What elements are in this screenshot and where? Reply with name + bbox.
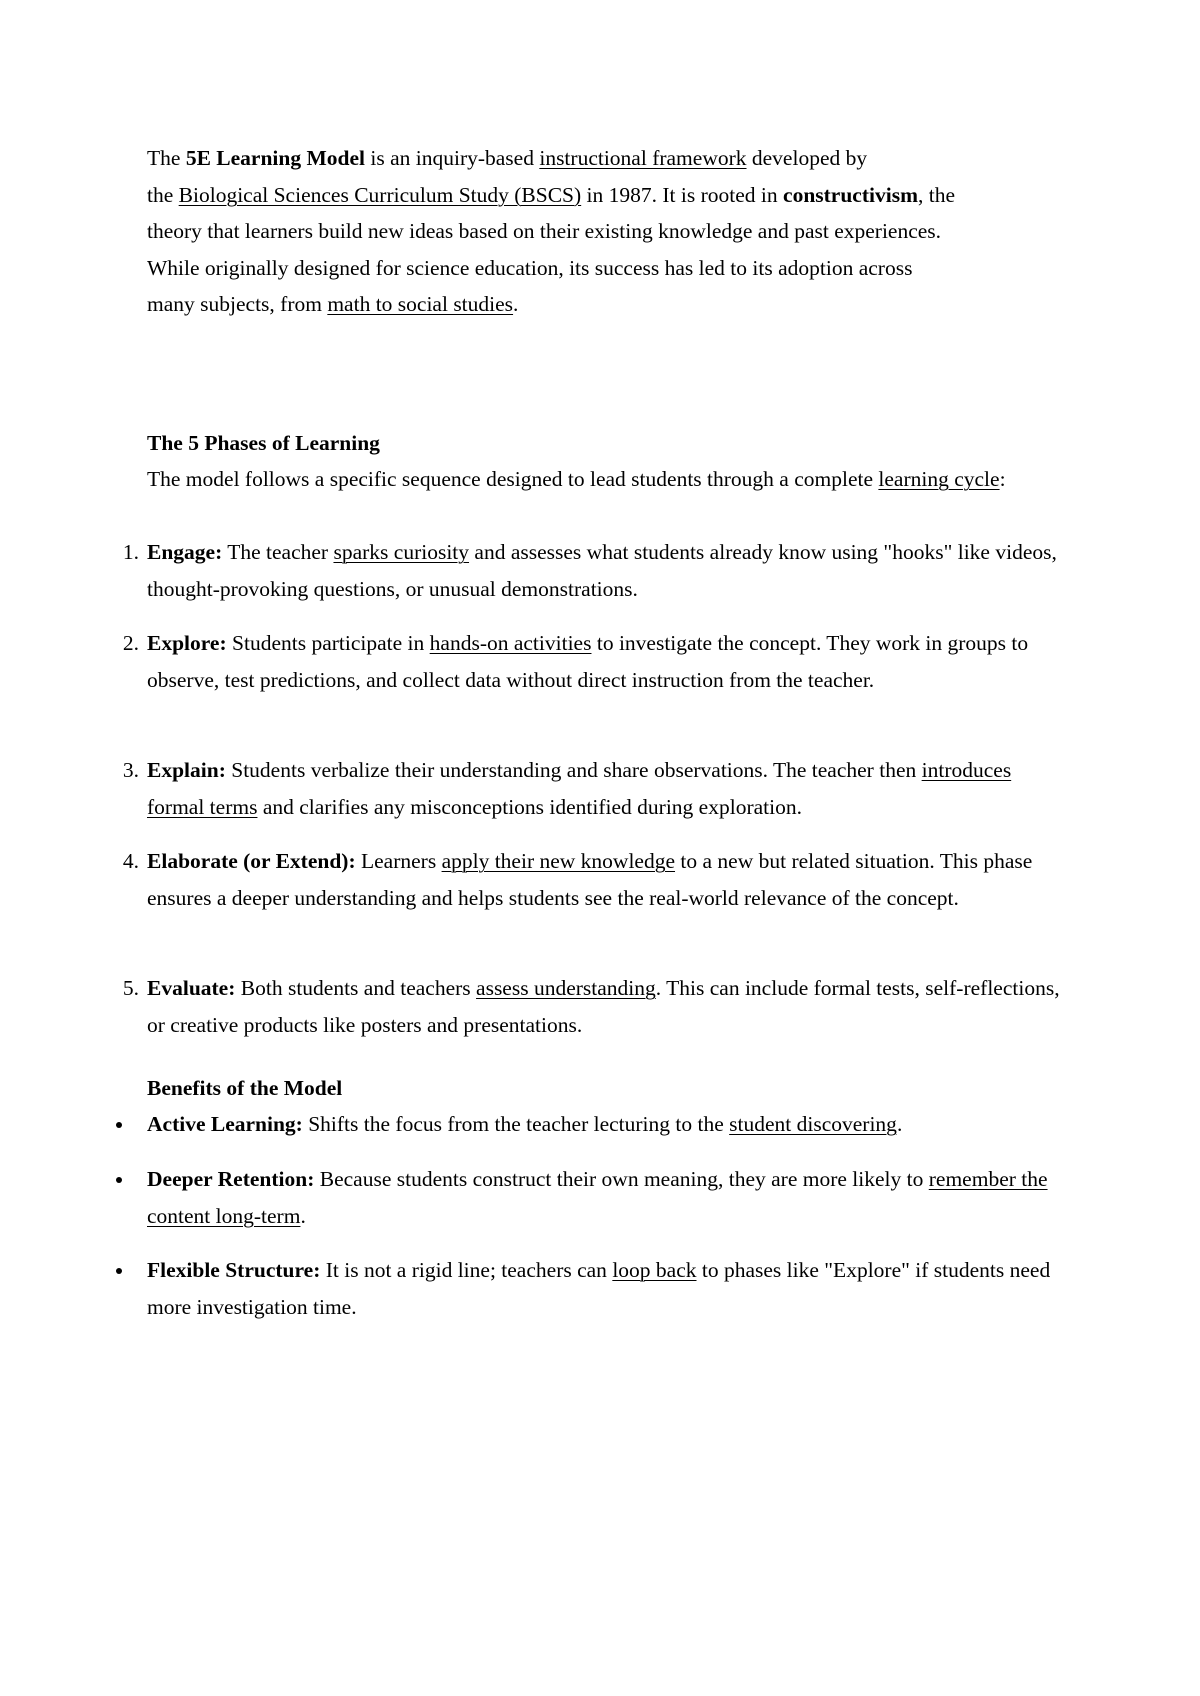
list-number: 2. bbox=[122, 631, 139, 655]
benefits-heading: Benefits of the Model bbox=[147, 1076, 343, 1100]
link-bscs[interactable]: Biological Sciences Curriculum Study (BSCS) bbox=[178, 182, 582, 207]
link-instructional-framework[interactable]: instructional framework bbox=[539, 146, 747, 170]
benefit-text: It is not a rigid line; teachers can bbox=[320, 1258, 613, 1282]
intro-text: the bbox=[147, 182, 179, 207]
phases-intro-text: The model follows a specific sequence designed to lead students through a complete bbox=[147, 467, 879, 491]
phase-text: Learners bbox=[355, 849, 442, 873]
intro-text: is an inquiry-based bbox=[364, 146, 540, 170]
phase-link[interactable]: sparks curiosity bbox=[333, 540, 470, 564]
benefit-text: to phases like "Explore" if students need more investigation time. bbox=[147, 1258, 1051, 1319]
phase-text: Both students and teachers bbox=[235, 976, 477, 1000]
phase-text: to investigate the concept. They work in groups to observe, test predictions, and collect data without direct instruction from the teacher. bbox=[147, 631, 1029, 692]
phase-text: . This can include formal tests, self-reflections, or creative products like posters and presentations. bbox=[147, 976, 1060, 1037]
benefit-term: Flexible Structure: bbox=[147, 1258, 321, 1282]
phase-term: Explain: bbox=[147, 758, 226, 782]
list-number: 5. bbox=[122, 976, 139, 1000]
phase-text: Students verbalize their understanding and share observations. The teacher then bbox=[225, 758, 922, 782]
phase-text: to a new but related situation. This phase ensures a deeper understanding and helps students see the real-world relevance of the concept. bbox=[147, 849, 1033, 910]
benefit-text: . bbox=[896, 1112, 903, 1136]
benefit-term: Deeper Retention: bbox=[147, 1167, 315, 1191]
benefit-text: . bbox=[300, 1203, 306, 1228]
phase-link[interactable]: assess understanding bbox=[476, 976, 656, 1000]
link-learning-cycle[interactable]: learning cycle bbox=[878, 467, 1000, 491]
intro-text: . bbox=[513, 292, 519, 316]
phase-link[interactable]: hands-on activities bbox=[429, 631, 592, 655]
benefit-item-deeper-retention bbox=[147, 1161, 1067, 1234]
intro-text: many subjects, from bbox=[147, 292, 328, 316]
intro-line: While originally designed for science education, its success has led to its adoption across bbox=[147, 255, 913, 280]
intro-model-name: 5E Learning Model bbox=[185, 146, 365, 170]
benefit-link[interactable]: loop back bbox=[612, 1258, 697, 1282]
phase-item-explore bbox=[122, 625, 1067, 698]
bullet-icon bbox=[116, 1268, 122, 1274]
benefit-text: Because students construct their own meaning, they are more likely to bbox=[314, 1167, 929, 1191]
phase-link[interactable]: apply their new knowledge bbox=[441, 849, 676, 873]
phases-intro-text: : bbox=[999, 467, 1006, 491]
benefit-text: Shifts the focus from the teacher lecturing to the bbox=[302, 1112, 730, 1136]
list-number: 1. bbox=[122, 540, 139, 564]
intro-constructivism: constructivism bbox=[783, 182, 918, 207]
bullet-icon bbox=[116, 1122, 122, 1128]
intro-line: theory that learners build new ideas based on their existing knowledge and past experiences. bbox=[147, 219, 942, 243]
link-math-to-social-studies[interactable]: math to social studies bbox=[327, 292, 514, 316]
phase-term: Engage: bbox=[147, 540, 223, 564]
phase-item-evaluate bbox=[122, 970, 1067, 1043]
list-number: 3. bbox=[122, 758, 139, 782]
benefit-link[interactable]: student discovering bbox=[729, 1112, 897, 1136]
phases-heading: The 5 Phases of Learning bbox=[147, 431, 380, 455]
phase-term: Explore: bbox=[147, 631, 227, 655]
phase-item-engage bbox=[122, 534, 1067, 607]
phases-intro bbox=[147, 461, 1067, 498]
intro-text: , the bbox=[917, 182, 956, 207]
list-number: 4. bbox=[122, 849, 139, 873]
intro-paragraph bbox=[147, 140, 1067, 323]
bullet-icon bbox=[116, 1177, 122, 1183]
benefit-item-flexible-structure bbox=[147, 1252, 1067, 1325]
phase-term: Elaborate (or Extend): bbox=[147, 849, 356, 873]
phase-text: and clarifies any misconceptions identified during exploration. bbox=[257, 794, 802, 819]
phase-item-elaborate bbox=[122, 843, 1067, 916]
phase-text: and assesses what students already know using "hooks" like videos, thought-provoking questions, or unusual demonstrations. bbox=[147, 540, 1057, 601]
phase-item-explain bbox=[122, 752, 1067, 825]
intro-text: in 1987. It is rooted in bbox=[581, 182, 784, 207]
intro-text: The bbox=[147, 146, 186, 170]
benefit-link[interactable]: remember the content long-term bbox=[147, 1167, 1048, 1228]
phase-text: The teacher bbox=[222, 540, 334, 564]
intro-text: developed by bbox=[746, 146, 868, 170]
benefit-item-active-learning bbox=[147, 1106, 1067, 1143]
phase-text: Students participate in bbox=[226, 631, 430, 655]
benefit-term: Active Learning: bbox=[147, 1112, 303, 1136]
phase-term: Evaluate: bbox=[147, 976, 236, 1000]
phase-link[interactable]: introduces formal terms bbox=[147, 758, 1012, 819]
